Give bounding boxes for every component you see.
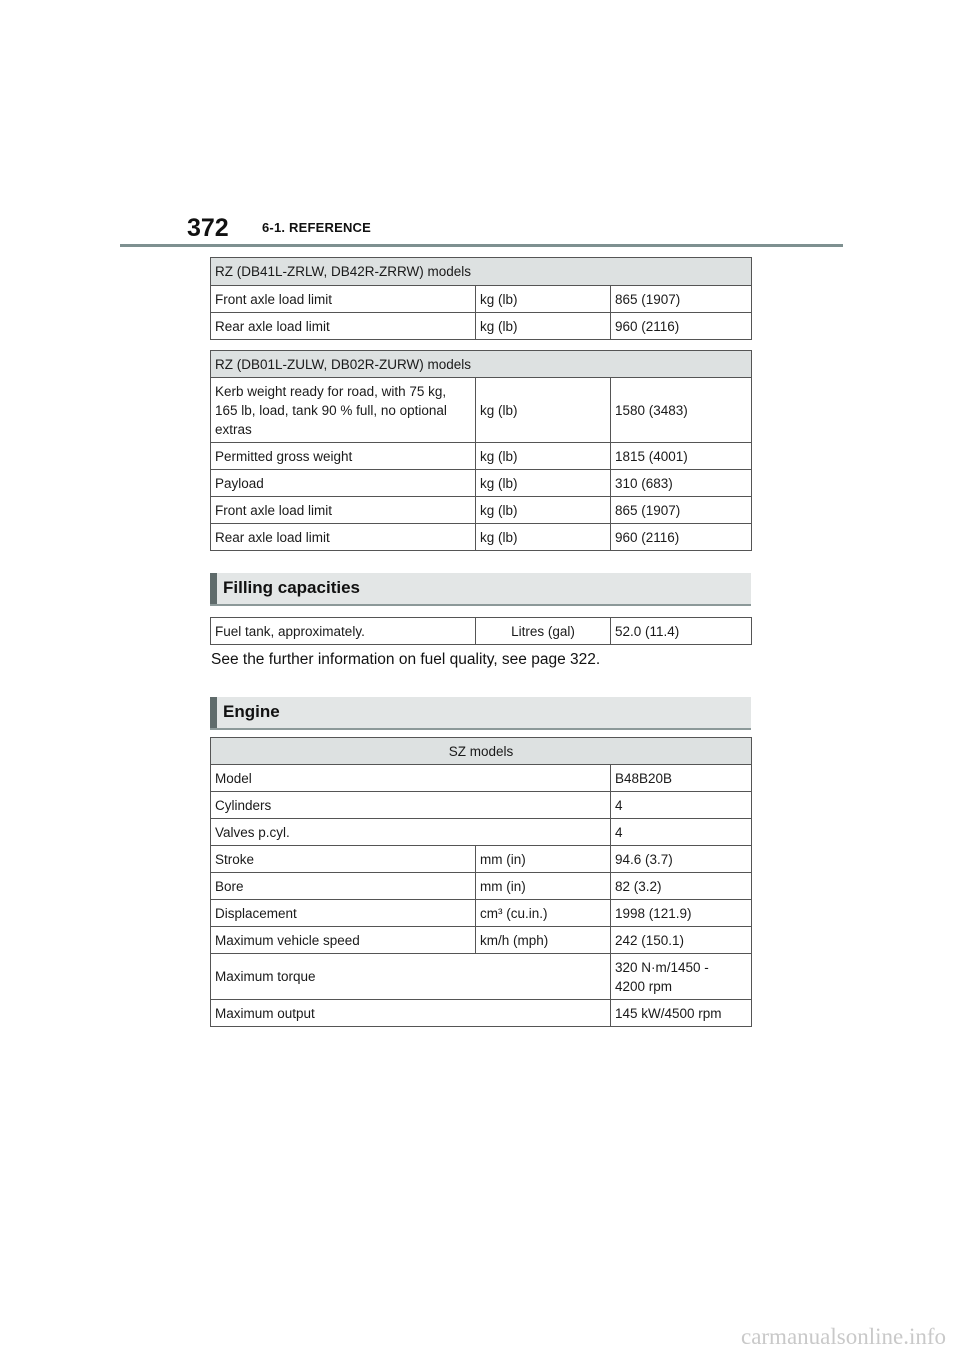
row-unit: kg (lb): [476, 313, 611, 340]
row-label: Maximum vehicle speed: [211, 927, 476, 954]
row-unit: kg (lb): [476, 286, 611, 313]
watermark-text: carmanualsonline.info: [740, 1324, 946, 1349]
row-label: Valves p.cyl.: [211, 819, 611, 846]
row-value: B48B20B: [611, 765, 752, 792]
row-value: 82 (3.2): [611, 873, 752, 900]
row-value: 865 (1907): [611, 497, 752, 524]
row-label: Bore: [211, 873, 476, 900]
table-row: [211, 900, 752, 927]
row-value: 52.0 (11.4): [611, 618, 752, 645]
torque-line: 4200 rpm: [615, 978, 673, 994]
row-value: 145 kW/4500 rpm: [611, 1000, 752, 1027]
row-value: [611, 954, 752, 1000]
section-label: 6-1. REFERENCE: [262, 220, 371, 235]
filling-capacities-heading: [210, 573, 751, 606]
kerb-line: 165 lb, load, tank 90 % full, no optional: [215, 402, 447, 418]
kerb-line: extras: [215, 421, 252, 437]
row-value: 960 (2116): [611, 524, 752, 551]
row-value: 1815 (4001): [611, 443, 752, 470]
table-row: [211, 313, 752, 340]
row-label: Fuel tank, approximately.: [211, 618, 476, 645]
row-value: 4: [611, 819, 752, 846]
heading-accent-bar: [210, 697, 217, 728]
table-row: [211, 286, 752, 313]
row-label: Stroke: [211, 846, 476, 873]
row-value: 1580 (3483): [611, 378, 752, 443]
table-row: [211, 618, 752, 645]
page-number: 372: [187, 214, 229, 242]
heading-accent-bar: [210, 573, 217, 604]
row-unit: kg (lb): [476, 443, 611, 470]
table-title: RZ (DB41L-ZRLW, DB42R-ZRRW) models: [211, 258, 752, 286]
table-row: [211, 819, 752, 846]
row-label: Rear axle load limit: [211, 524, 476, 551]
row-unit: cm³ (cu.in.): [476, 900, 611, 927]
row-unit: mm (in): [476, 846, 611, 873]
header-divider: [120, 244, 843, 247]
table-row: [211, 927, 752, 954]
row-label: Cylinders: [211, 792, 611, 819]
table-row: [211, 1000, 752, 1027]
row-label: Front axle load limit: [211, 497, 476, 524]
row-value: 1998 (121.9): [611, 900, 752, 927]
row-label: Model: [211, 765, 611, 792]
table-row: [211, 497, 752, 524]
row-unit: kg (lb): [476, 497, 611, 524]
row-unit: kg (lb): [476, 524, 611, 551]
table-row: [211, 954, 752, 1000]
table-row: [211, 470, 752, 497]
table-row: [211, 792, 752, 819]
row-label: Permitted gross weight: [211, 443, 476, 470]
row-value: 865 (1907): [611, 286, 752, 313]
table-row: [211, 524, 752, 551]
rz-db01l-table: [210, 350, 752, 551]
row-label: Maximum torque: [211, 954, 611, 1000]
row-label: Rear axle load limit: [211, 313, 476, 340]
rz-db41l-table: [210, 257, 752, 340]
table-title: SZ models: [211, 738, 752, 765]
row-unit: Litres (gal): [476, 618, 611, 645]
table-row: [211, 378, 752, 443]
table-title: RZ (DB01L-ZULW, DB02R-ZURW) models: [211, 351, 752, 378]
row-unit: kg (lb): [476, 378, 611, 443]
row-label: Maximum output: [211, 1000, 611, 1027]
row-label: Displacement: [211, 900, 476, 927]
filling-table: [210, 617, 752, 645]
row-label: [211, 378, 476, 443]
row-unit: mm (in): [476, 873, 611, 900]
row-value: 94.6 (3.7): [611, 846, 752, 873]
engine-heading: [210, 697, 751, 730]
kerb-line: Kerb weight ready for road, with 75 kg,: [215, 383, 447, 399]
row-value: 242 (150.1): [611, 927, 752, 954]
table-row: [211, 443, 752, 470]
row-value: 4: [611, 792, 752, 819]
heading-title: Filling capacities: [223, 578, 360, 597]
row-value: 310 (683): [611, 470, 752, 497]
torque-line: 320 N·m/1450 -: [615, 959, 709, 975]
engine-table: [210, 737, 752, 1027]
row-unit: kg (lb): [476, 470, 611, 497]
table-row: [211, 846, 752, 873]
row-label: Front axle load limit: [211, 286, 476, 313]
row-unit: km/h (mph): [476, 927, 611, 954]
heading-title: Engine: [223, 702, 280, 721]
table-row: [211, 765, 752, 792]
fuel-quality-note: See the further information on fuel quality, see page 322.: [211, 651, 601, 668]
row-label: Payload: [211, 470, 476, 497]
row-value: 960 (2116): [611, 313, 752, 340]
table-row: [211, 873, 752, 900]
